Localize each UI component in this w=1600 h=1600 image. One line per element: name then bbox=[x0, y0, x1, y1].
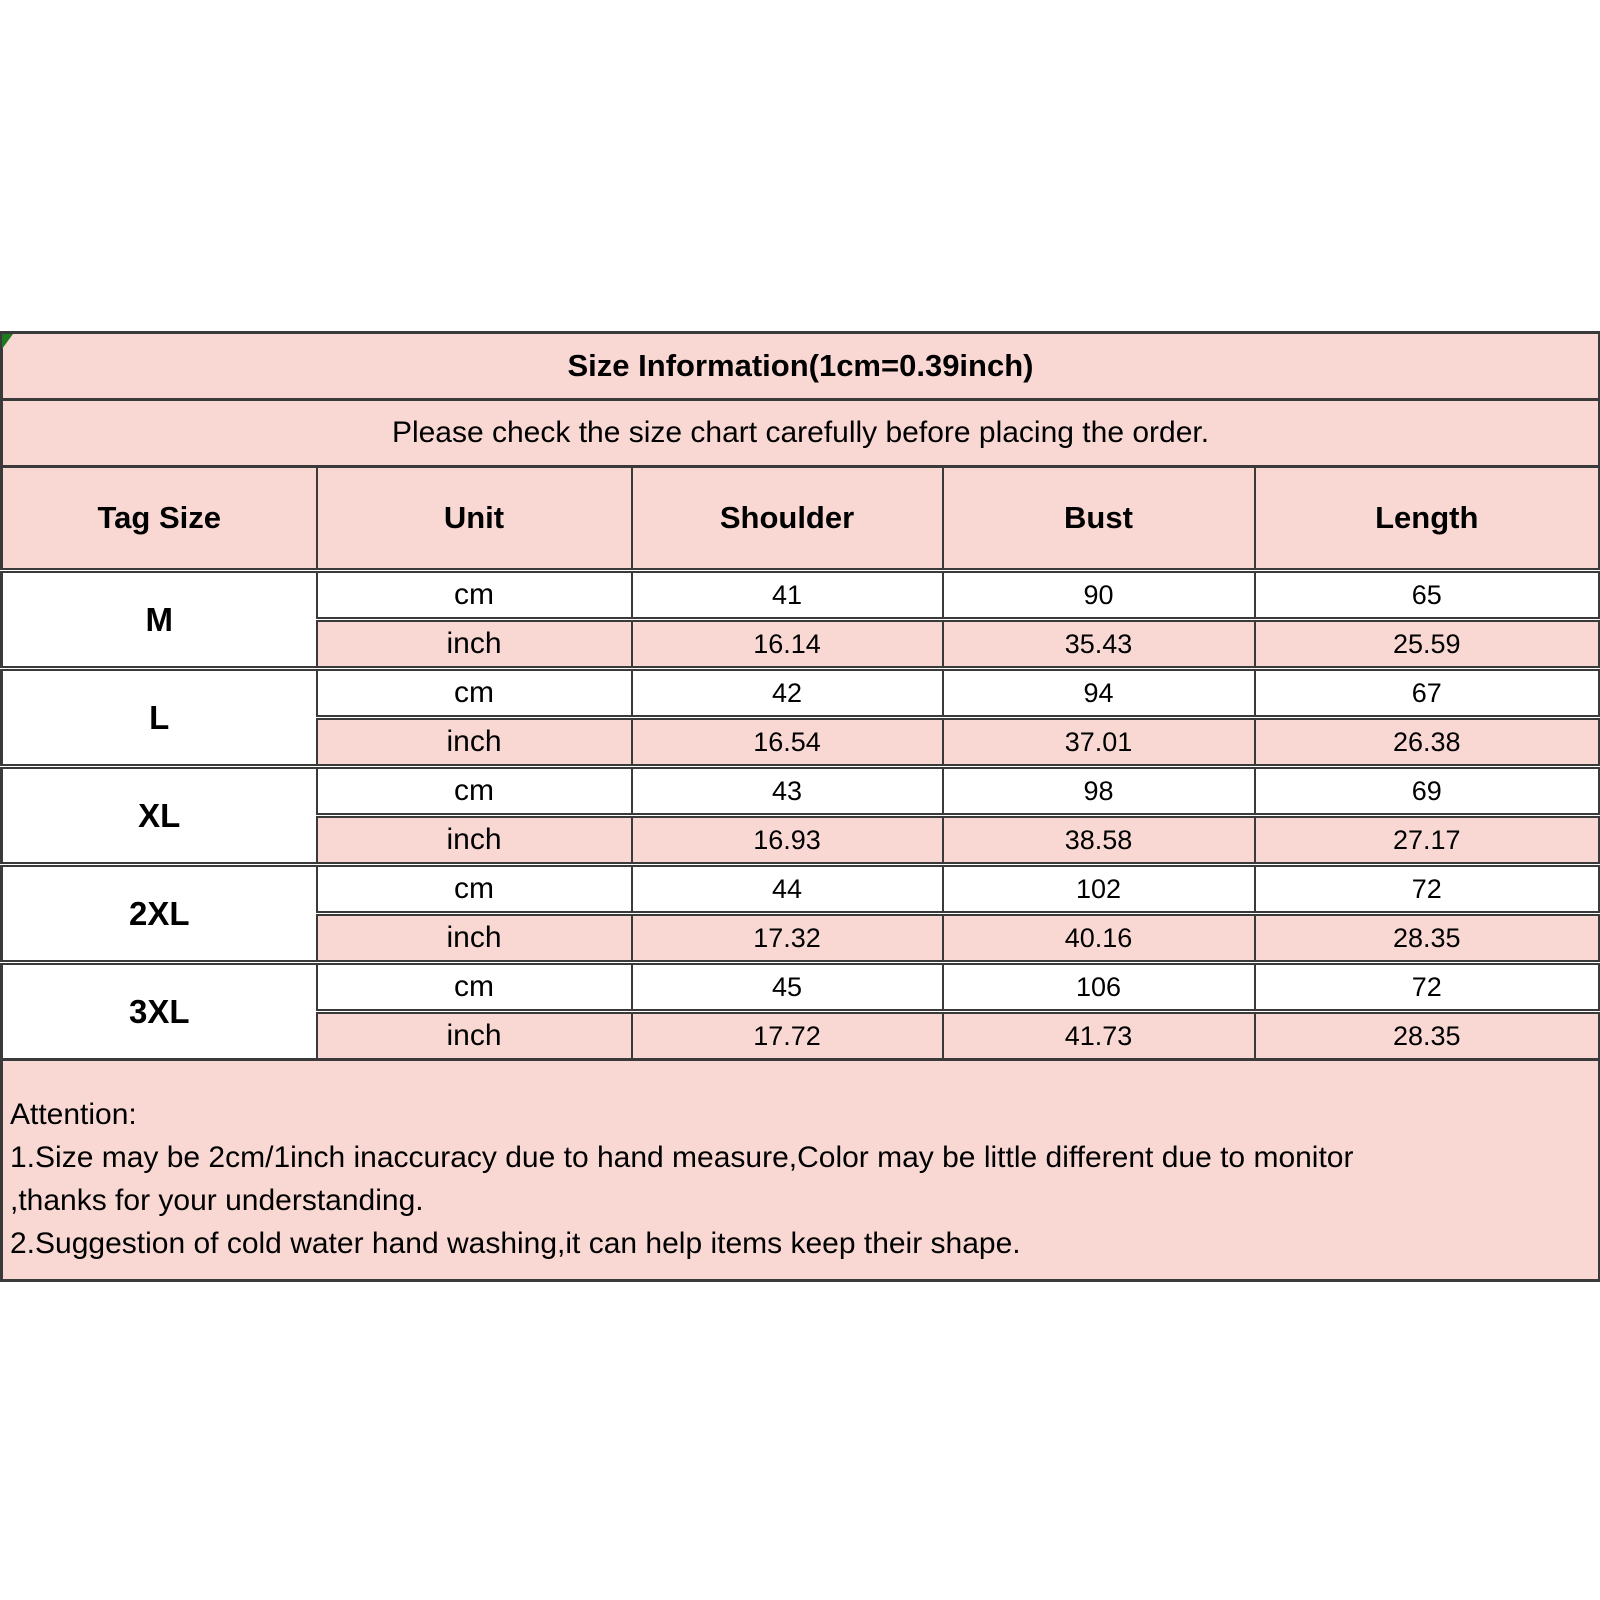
size-row-3xl-cm bbox=[2, 963, 1600, 1012]
unit-cell-inch: inch bbox=[317, 620, 632, 669]
unit-cell-cm: cm bbox=[317, 963, 632, 1012]
measurement-cell: 26.38 bbox=[1255, 718, 1600, 767]
column-header-length: Length bbox=[1255, 467, 1600, 571]
measurement-cell: 16.93 bbox=[632, 816, 943, 865]
attention-line-2: ,thanks for your understanding. bbox=[10, 1184, 424, 1217]
unit-cell-cm: cm bbox=[317, 865, 632, 914]
table-title: Size Information(1cm=0.39inch) bbox=[2, 333, 1600, 400]
measurement-cell: 69 bbox=[1255, 767, 1600, 816]
size-row-m-cm bbox=[2, 571, 1600, 620]
unit-cell-inch: inch bbox=[317, 1012, 632, 1060]
measurement-cell: 27.17 bbox=[1255, 816, 1600, 865]
measurement-cell: 17.72 bbox=[632, 1012, 943, 1060]
measurement-cell: 45 bbox=[632, 963, 943, 1012]
column-header-unit: Unit bbox=[317, 467, 632, 571]
measurement-cell: 44 bbox=[632, 865, 943, 914]
attention-note bbox=[2, 1060, 1600, 1281]
column-header-bust: Bust bbox=[943, 467, 1255, 571]
measurement-cell: 72 bbox=[1255, 865, 1600, 914]
measurement-cell: 37.01 bbox=[943, 718, 1255, 767]
measurement-cell: 28.35 bbox=[1255, 1012, 1600, 1060]
size-row-xl-cm bbox=[2, 767, 1600, 816]
measurement-cell: 16.54 bbox=[632, 718, 943, 767]
measurement-cell: 41.73 bbox=[943, 1012, 1255, 1060]
unit-cell-inch: inch bbox=[317, 816, 632, 865]
measurement-cell: 65 bbox=[1255, 571, 1600, 620]
column-header-tag-size: Tag Size bbox=[2, 467, 317, 571]
excel-corner-flag-icon bbox=[2, 334, 13, 349]
table-subtitle: Please check the size chart carefully before placing the order. bbox=[2, 400, 1600, 467]
size-chart-table bbox=[0, 331, 1600, 1282]
size-label-m: M bbox=[2, 571, 317, 669]
subtitle-row bbox=[2, 400, 1600, 467]
measurement-cell: 25.59 bbox=[1255, 620, 1600, 669]
measurement-cell: 43 bbox=[632, 767, 943, 816]
measurement-cell: 16.14 bbox=[632, 620, 943, 669]
size-row-2xl-cm bbox=[2, 865, 1600, 914]
attention-line-3: 2.Suggestion of cold water hand washing,it can help items keep their shape. bbox=[10, 1227, 1021, 1260]
attention-line-1: 1.Size may be 2cm/1inch inaccuracy due to hand measure,Color may be little different due to monitor bbox=[10, 1141, 1354, 1174]
title-row bbox=[2, 333, 1600, 400]
measurement-cell: 98 bbox=[943, 767, 1255, 816]
measurement-cell: 90 bbox=[943, 571, 1255, 620]
unit-cell-cm: cm bbox=[317, 669, 632, 718]
measurement-cell: 94 bbox=[943, 669, 1255, 718]
measurement-cell: 17.32 bbox=[632, 914, 943, 963]
size-row-l-cm bbox=[2, 669, 1600, 718]
measurement-cell: 67 bbox=[1255, 669, 1600, 718]
measurement-cell: 40.16 bbox=[943, 914, 1255, 963]
column-header-shoulder: Shoulder bbox=[632, 467, 943, 571]
measurement-cell: 35.43 bbox=[943, 620, 1255, 669]
measurement-cell: 72 bbox=[1255, 963, 1600, 1012]
measurement-cell: 106 bbox=[943, 963, 1255, 1012]
unit-cell-inch: inch bbox=[317, 718, 632, 767]
size-label-l: L bbox=[2, 669, 317, 767]
measurement-cell: 42 bbox=[632, 669, 943, 718]
unit-cell-inch: inch bbox=[317, 914, 632, 963]
measurement-cell: 102 bbox=[943, 865, 1255, 914]
size-label-3xl: 3XL bbox=[2, 963, 317, 1060]
unit-cell-cm: cm bbox=[317, 767, 632, 816]
unit-cell-cm: cm bbox=[317, 571, 632, 620]
column-header-row bbox=[2, 467, 1600, 571]
measurement-cell: 38.58 bbox=[943, 816, 1255, 865]
measurement-cell: 28.35 bbox=[1255, 914, 1600, 963]
measurement-cell: 41 bbox=[632, 571, 943, 620]
size-label-2xl: 2XL bbox=[2, 865, 317, 963]
attention-row bbox=[2, 1060, 1600, 1281]
attention-heading: Attention: bbox=[10, 1098, 137, 1131]
size-label-xl: XL bbox=[2, 767, 317, 865]
